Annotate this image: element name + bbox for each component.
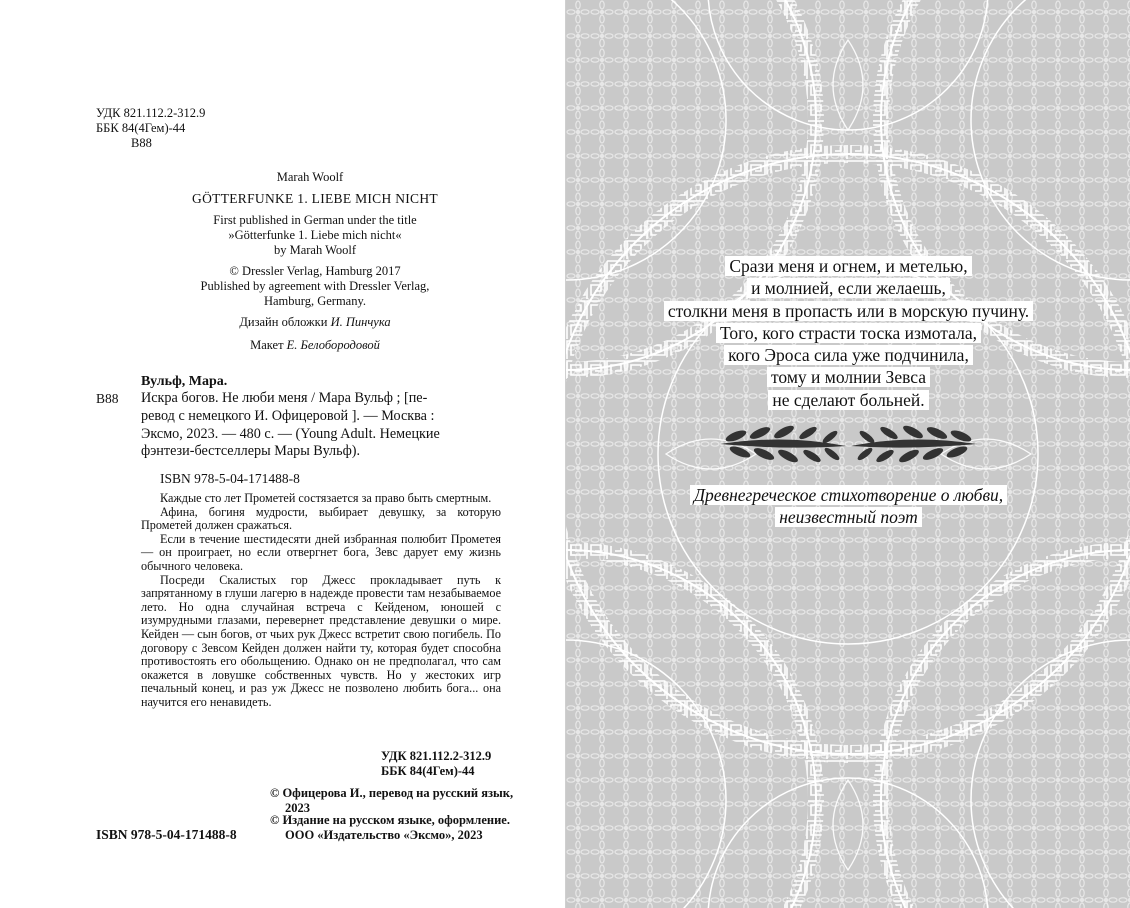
first-published-line-3: by Marah Woolf [273, 243, 357, 257]
poem-caption [566, 484, 1130, 528]
copyright-ru-translation-line-1: © Офицерова И., перевод на русский язык, [270, 786, 514, 800]
copyright-ru-translation [270, 786, 513, 815]
copyright-de-line-3: Hamburg, Germany. [263, 294, 367, 308]
biblio-line-1: Искра богов. Не люби меня / Мара Вульф ; [пе- [141, 390, 428, 406]
copyright-ru-translation-line-2: 2023 [285, 800, 310, 815]
cover-design-credit [130, 315, 500, 330]
bbk-top: ББК 84(4Гем)-44 [96, 121, 186, 135]
poem-line-2: и молнией, если желаешь, [566, 277, 1130, 299]
poem-line-3: столкни меня в пропасть или в морскую пучину. [566, 300, 1130, 322]
annotation-paragraph-4: Посреди Скалистых гор Джесс прокладывает путь к запрятанному в глуши лагерю в надежде провести там незабываемое лето. Но одна случайная встреча с Кейденом, юношей с изумрудными глазами, перевернет представление девушки о мире. Кейден — сын богов, от чьих рук Джесс встретит свою погибель. По договору с Зевсом Кейден должен найти ту, которая будет способна противостоять его обольщению. Однако он не предполагал, что сам окажется в ловушке собственных чувств. Но у жестоких игр печальный конец, и раз уж Джесс не позволено любить бога... она научится его ненавидеть. [141, 572, 501, 709]
layout-name: Е. Белобородовой [286, 338, 380, 352]
biblio-line-4: фэнтези-бестселлеры Мары Вульф). [141, 443, 361, 460]
first-published-line-1: First published in German under the title [213, 213, 417, 227]
layout-credit [130, 338, 500, 353]
cover-design-label: Дизайн обложки [239, 315, 328, 329]
poem-line-1: Срази меня и огнем, и метелью, [566, 255, 1130, 277]
annotation-paragraph-2: Афина, богиня мудрости, выбирает девушку, за которую Прометей должен сражаться. [141, 504, 501, 533]
biblio-line-3: Эксмо, 2023. — 480 с. — (Young Adult. Немецкие [141, 425, 440, 442]
isbn-middle: ISBN 978-5-04-171488-8 [160, 471, 300, 486]
first-published-line-2: »Götterfunke 1. Liebe mich nicht« [228, 228, 402, 242]
original-author: Marah Woolf [276, 170, 344, 184]
copyright-de-line-2: Published by agreement with Dressler Verlag, [200, 279, 430, 293]
code-top: В88 [131, 136, 152, 150]
poem [566, 255, 1130, 411]
udk-bottom: УДК 821.112.2-312.9 [381, 749, 492, 763]
laurel-branch-icon [716, 420, 981, 470]
poem-line-5: кого Эроса сила уже подчинила, [566, 344, 1130, 366]
copyright-de-line-1: © Dressler Verlag, Hamburg 2017 [229, 264, 401, 278]
poem-line-6: тому и молнии Зевса [566, 366, 1130, 388]
annotation-paragraph-3: Если в течение шестидесяти дней избранная полюбит Прометея — он проиграет, но если отвергнет бога, Зевс дарует ему жизнь обычного человека. [141, 531, 501, 573]
right-page [565, 0, 1130, 908]
biblio-line-2: ревод с немецкого И. Офицеровой ]. — Москва : [141, 407, 435, 424]
code-margin: В88 [96, 391, 119, 406]
poem-line-4: Того, кого страсти тоска измотала, [566, 322, 1130, 344]
copyright-ru-edition-line-1: © Издание на русском языке, оформление. [270, 813, 510, 827]
poem-line-7: не сделают больней. [566, 389, 1130, 411]
isbn-bottom: ISBN 978-5-04-171488-8 [96, 827, 237, 842]
annotation-paragraph-1: Каждые сто лет Прометей состязается за право быть смертным. [160, 491, 492, 505]
layout-label: Макет [250, 338, 284, 352]
original-title: GÖTTERFUNKE 1. LIEBE MICH NICHT [192, 191, 438, 206]
copyright-ru-edition-line-2: ООО «Издательство «Эксмо», 2023 [285, 827, 483, 842]
cover-design-name: И. Пинчука [330, 315, 391, 329]
bbk-bottom: ББК 84(4Гем)-44 [381, 764, 475, 778]
author-heading: Вульф, Мара. [141, 374, 228, 389]
poem-caption-line-2: неизвестный поэт [566, 506, 1130, 528]
annotation [141, 492, 501, 710]
udk-top: УДК 821.112.2-312.9 [96, 106, 206, 120]
copyright-ru-edition [270, 813, 510, 842]
bibliographic-record [141, 390, 440, 461]
poem-caption-line-1: Древнегреческое стихотворение о любви, [566, 484, 1130, 506]
